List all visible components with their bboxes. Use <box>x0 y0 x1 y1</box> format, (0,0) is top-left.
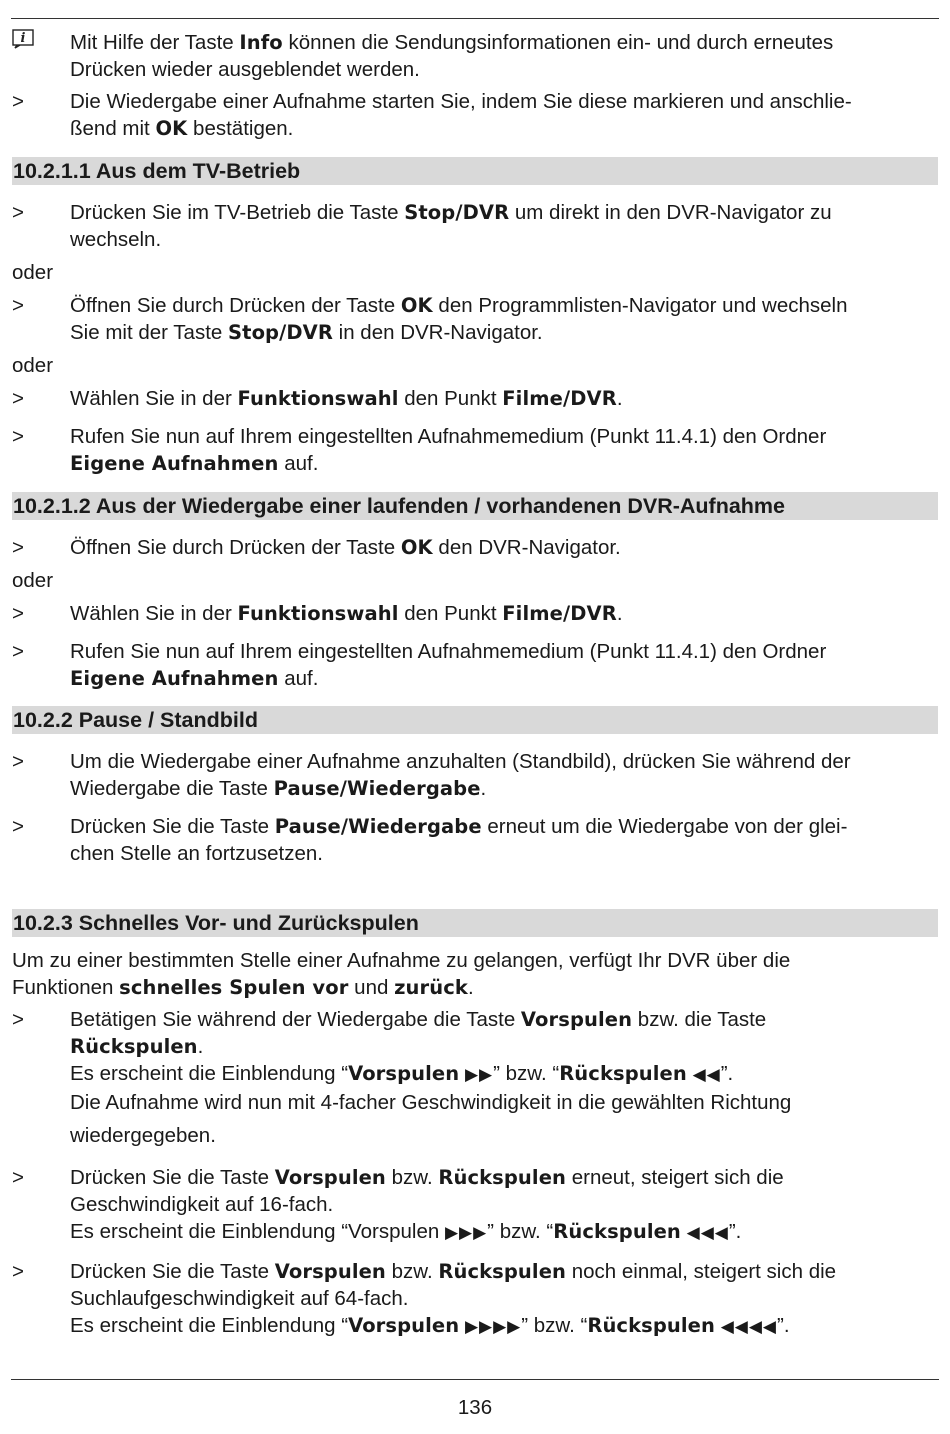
info-text: Mit Hilfe der Taste Info können die Sendungsinformationen ein- und durch erneutes Drücken wieder ausgeblendet werden. <box>70 31 834 81</box>
list-item: > Drücken Sie im TV-Betrieb die Taste Stop/DVR um direkt in den DVR-Navigator zu wechseln. <box>12 201 832 251</box>
page-number: 136 <box>457 1396 493 1419</box>
list-item: > Drücken Sie die Taste Vorspulen bzw. Rückspulen erneut, steigert sich die Geschwindigkeit auf 16-fach. Es erscheint die Einblendung “Vorspulen ▶▶▶” bzw. “Rückspulen ◀◀◀”. <box>12 1166 784 1243</box>
forward-icon: ▶▶▶▶ <box>464 1317 522 1337</box>
rewind-icon: ◀◀◀ <box>686 1223 729 1243</box>
list-item: > Drücken Sie die Taste Pause/Wiedergabe erneut um die Wiedergabe von der glei- chen Stelle an fortzusetzen. <box>12 815 848 865</box>
forward-icon: ▶▶ <box>464 1065 494 1085</box>
list-item: > Öffnen Sie durch Drücken der Taste OK den DVR-Navigator. <box>12 536 621 559</box>
manual-page <box>12 30 938 1341</box>
list-item: > Rufen Sie nun auf Ihrem eingestellten Aufnahmemedium (Punkt 11.4.1) den Ordner Eigene Aufnahmen auf. <box>12 425 827 475</box>
playback-start-text: Die Wiedergabe einer Aufnahme starten Sie, indem Sie diese markieren und anschlie- ßend mit OK bestätigen. <box>70 90 852 140</box>
list-item: > Um die Wiedergabe einer Aufnahme anzuhalten (Standbild), drücken Sie während der Wiedergabe die Taste Pause/Wiedergabe. <box>12 750 851 800</box>
playback-start-item: > Die Wiedergabe einer Aufnahme starten Sie, indem Sie diese markieren und anschlie- ßend mit OK bestätigen. <box>12 88 938 142</box>
heading-10-2-2: 10.2.2 Pause / Standbild <box>12 706 938 734</box>
list-item: > Betätigen Sie während der Wiedergabe die Taste Vorspulen bzw. die Taste Rückspulen. Es erscheint die Einblendung “Vorspulen ▶▶” bzw. “Rückspulen ◀◀”. Die Aufnahme wird nun mit 4-facher Geschwindigkeit in die gewählten Richtung wiedergegeben. <box>12 1008 792 1147</box>
svg-text:i: i <box>20 31 26 46</box>
oder-label: oder <box>12 354 54 377</box>
forward-icon: ▶▶▶ <box>444 1223 488 1243</box>
section-intro: Um zu einer bestimmten Stelle einer Aufnahme zu gelangen, verfügt Ihr DVR über die Funktionen schnelles Spulen vor und zurück. <box>12 949 791 999</box>
bottom-rule <box>11 1379 939 1380</box>
rewind-icon: ◀◀◀◀ <box>720 1317 777 1337</box>
oder-label: oder <box>12 261 54 284</box>
rewind-icon: ◀◀ <box>692 1065 721 1085</box>
list-item: > Rufen Sie nun auf Ihrem eingestellten Aufnahmemedium (Punkt 11.4.1) den Ordner Eigene Aufnahmen auf. <box>12 640 827 690</box>
info-note <box>12 29 938 83</box>
top-rule <box>11 18 939 19</box>
heading-10-2-1-2: 10.2.1.2 Aus der Wiedergabe einer laufenden / vorhandenen DVR-Aufnahme <box>12 492 938 520</box>
heading-10-2-3: 10.2.3 Schnelles Vor- und Zurückspulen <box>12 909 938 937</box>
list-item: > Drücken Sie die Taste Vorspulen bzw. Rückspulen noch einmal, steigert sich die Suchlaufgeschwindigkeit auf 64-fach. Es erscheint die Einblendung “Vorspulen ▶▶▶▶” bzw. “Rückspulen ◀◀◀◀”. <box>12 1260 837 1337</box>
info-marker <box>12 29 52 56</box>
oder-label: oder <box>12 569 54 592</box>
info-icon <box>12 29 36 49</box>
heading-10-2-1-1: 10.2.1.1 Aus dem TV-Betrieb <box>12 157 938 185</box>
list-item: > Öffnen Sie durch Drücken der Taste OK den Programmlisten-Navigator und wechseln Sie mit der Taste Stop/DVR in den DVR-Navigator. <box>12 294 848 344</box>
list-item: > Wählen Sie in der Funktionswahl den Punkt Filme/DVR. <box>12 602 623 625</box>
list-item: > Wählen Sie in der Funktionswahl den Punkt Filme/DVR. <box>12 387 623 410</box>
